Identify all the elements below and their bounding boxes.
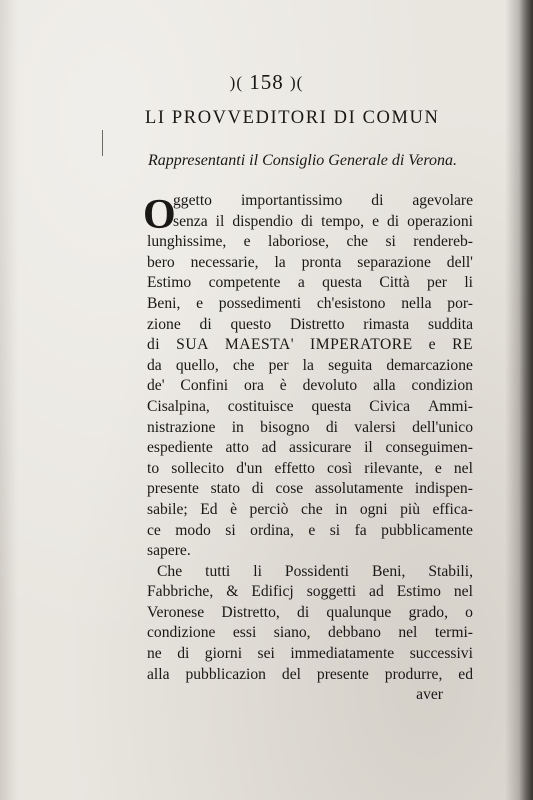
page-number: [0, 70, 533, 95]
page-shadow-edge: [519, 0, 533, 800]
text-line: ggetto importantissimo di agevolare: [173, 192, 473, 209]
text-line: zione di questo Distretto rimasta suddita: [147, 315, 473, 333]
ornament-right: )(: [290, 73, 304, 92]
text-line: Che tutti li Possidenti Beni, Stabili,: [157, 562, 473, 580]
document-body: [143, 191, 473, 706]
text-line: espediente atto ad assicurare il conseguimen-: [147, 439, 473, 457]
text-line: senza il dispendio di tempo, e di operazioni: [173, 212, 473, 230]
pencil-mark: [102, 130, 103, 156]
text-line: Beni, e possedimenti ch'esistono nella por-: [147, 294, 473, 312]
ornament-left: )(: [229, 73, 243, 92]
text-line: alla pubblicazion del presente produrre, ed: [147, 665, 473, 683]
drop-cap: O: [143, 192, 176, 238]
text-line: de' Confini ora è devoluto alla condizion: [147, 377, 473, 395]
text-line: ce modo si ordina, e si fa pubblicamente: [147, 521, 473, 539]
text-line: Fabbriche, & Edificj soggetti ad Estimo nel: [147, 583, 473, 601]
page-number-value: 158: [249, 70, 284, 94]
text-line: nistrazione in bisogno di valersi dell'unico: [147, 418, 473, 436]
text-line: sabile; Ed è perciò che in ogni più effica-: [147, 500, 473, 518]
text-line: di SUA MAESTA' IMPERATORE e RE: [147, 336, 473, 354]
document-subheading: Rappresentanti il Consiglio Generale di Verona.: [148, 152, 458, 169]
text-line: Cisalpina, costituisce questa Civica Ammi-: [147, 397, 473, 415]
text-line: ne di giorni sei immediatamente successivi: [147, 645, 473, 663]
text-line: Veronese Distretto, di qualunque grado, o: [147, 603, 473, 621]
text-line: Estimo competente a questa Città per li: [147, 274, 473, 292]
text-line: sapere.: [147, 542, 191, 560]
text-line: presente stato di cose assolutamente indispen-: [147, 480, 473, 498]
catchword: aver: [416, 686, 443, 704]
text-line: da quello, che per la seguita demarcazione: [147, 356, 473, 374]
text-line: bero necessarie, la pronta separazione dell': [147, 253, 473, 271]
text-line: to sollecito d'un effetto così rilevante, e nel: [147, 459, 473, 477]
text-line: condizione essi siano, debbano nel termi-: [147, 624, 473, 642]
document-heading: LI PROVVEDITORI DI COMUN: [145, 108, 440, 128]
text-line: lunghissime, e laboriose, che si rendereb-: [147, 233, 473, 251]
